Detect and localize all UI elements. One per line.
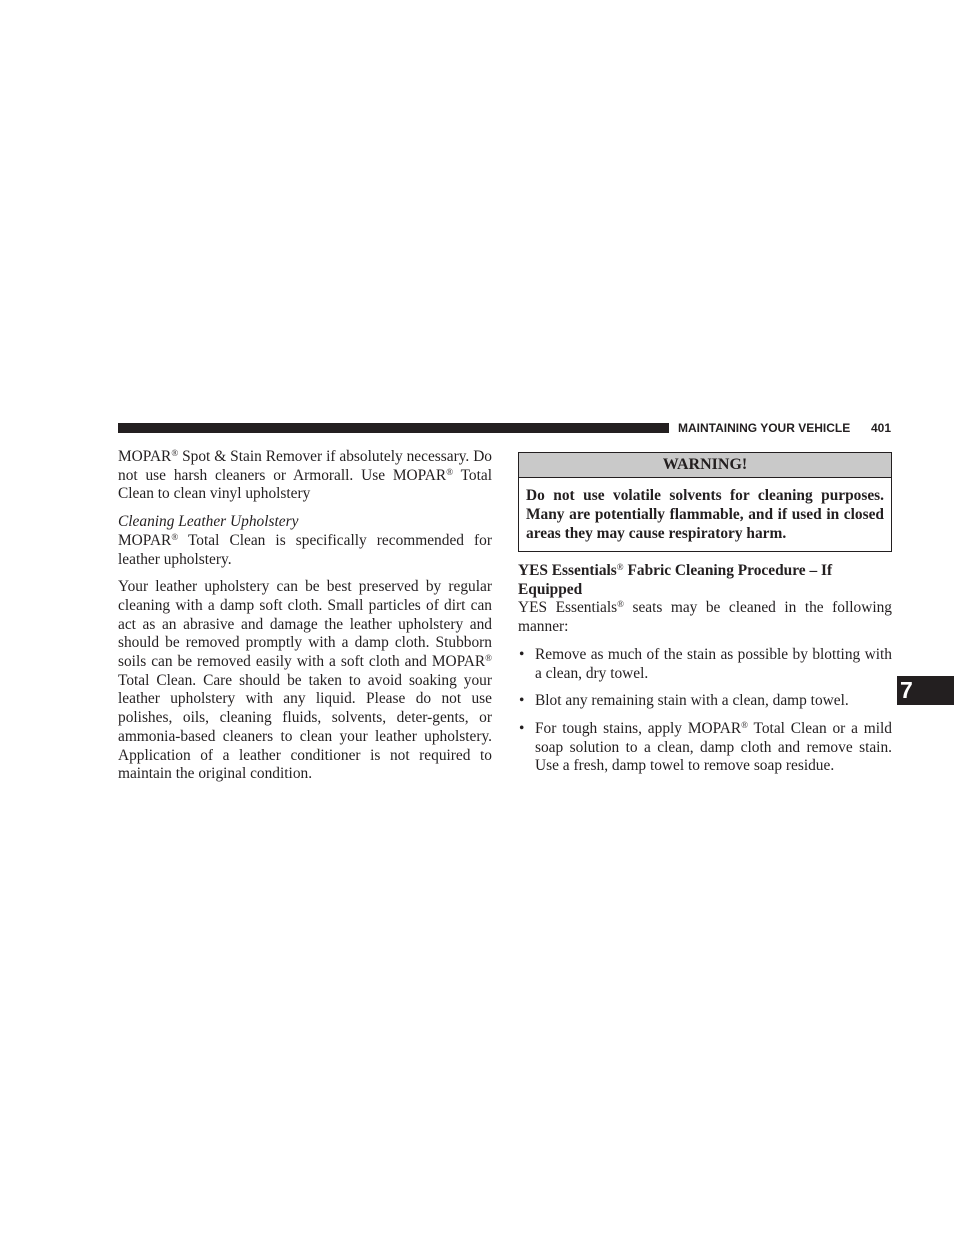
warning-body: Do not use volatile solvents for cleaning purposes. Many are potentially flammable, and if used in closed areas they may cause respiratory harm. — [526, 487, 884, 542]
subheading-cleaning-leather: Cleaning Leather Upholstery — [118, 513, 299, 531]
list-item: • For tough stains, apply MOPAR® Total Clean or a mild soap solution to a clean, damp cloth and remove stain. Use a fresh, damp towel to remove soap residue. — [519, 719, 892, 775]
warning-box — [518, 452, 892, 552]
paragraph-spot-stain: MOPAR® Spot & Stain Remover if absolutely necessary. Do not use harsh cleaners or Armorall. Use MOPAR® Total Clean to clean vinyl upholstery — [118, 448, 492, 503]
bullet-icon: • — [519, 692, 525, 710]
list-item: • Blot any remaining stain with a clean, damp towel. — [519, 692, 849, 710]
warning-title: WARNING! — [519, 453, 891, 478]
bullet-icon: • — [519, 645, 525, 663]
left-column — [118, 448, 492, 784]
list-item: • Remove as much of the stain as possible by blotting with a clean, dry towel. — [519, 645, 892, 682]
page-number: 401 — [870, 421, 891, 435]
right-column — [518, 452, 892, 785]
chapter-tab: 7 — [897, 676, 954, 705]
paragraph-total-clean: MOPAR® Total Clean is specifically recommended for leather upholstery. — [118, 531, 492, 568]
paragraph-leather-care: Your leather upholstery can be best preserved by regular cleaning with a damp soft cloth. Small particles of dirt can act as an abrasive and damage the leather upholstery and should be removed promptly with a damp cloth. Stubborn soils can be removed easily with a soft cloth and MOPAR® Total Clean. Care should be taken to avoid soaking your leather upholstery with any liquid. Please do not use polishes, oils, cleaning fluids, solvents, deter-gents, or ammonia-based cleaners to clean your leather upholstery. Application of a leather conditioner is not required to maintain the original condition. — [118, 578, 492, 783]
bullet-icon: • — [519, 719, 525, 737]
paragraph-fabric-intro: YES Essentials® seats may be cleaned in the following manner: — [518, 599, 892, 636]
running-header — [678, 419, 892, 437]
header-rule — [118, 423, 669, 433]
heading-fabric-cleaning: YES Essentials® Fabric Cleaning Procedure – If Equipped — [518, 562, 833, 598]
section-title: MAINTAINING YOUR VEHICLE — [678, 421, 851, 435]
cleaning-steps-list — [518, 646, 892, 776]
